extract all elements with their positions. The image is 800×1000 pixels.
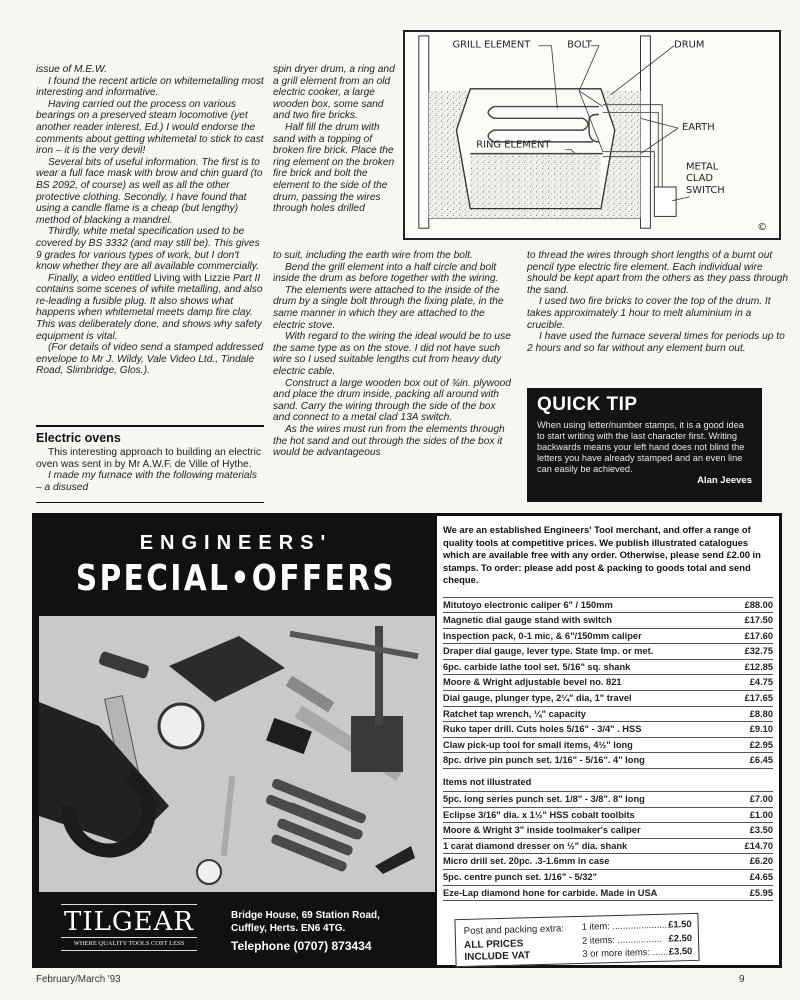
advert-left-panel [35,516,437,965]
article-paragraph: to thread the wires through short lengths of a burnt out pencil type electric fire element. Each individual wire should be kept apart from the others as they pass through the sand. [527,250,789,296]
price-row [443,822,773,838]
item-price: £4.65 [749,872,773,882]
article-paragraph: I used two fire bricks to cover the top of the drum. It takes approximately 1 hour to melt aluminium in a crucible. [527,296,771,331]
diagram-label-bolt: BOLT [567,39,592,51]
item-name: Magnetic dial gauge stand with switch [443,615,612,626]
item-price: £4.75 [749,677,773,688]
diagram-label-earth: EARTH [682,122,715,134]
article-paragraph: As the wires must run from the elements through the hot sand and out through the sides of the box it would be advantageous [273,423,505,459]
price-row [443,838,773,854]
vat-line-2: INCLUDE VAT [464,949,531,963]
rate-label: 3 or more items: ...... [582,945,669,959]
vat-line-1: ALL PRICES [463,938,524,951]
price-list-illustrated [443,597,773,770]
item-name: Eze-Lap diamond hone for carbide. Made in USA [443,887,658,898]
quick-tip-title: QUICK TIP [537,394,638,415]
article-paragraph: Having carried out the process on various bearings on a preserved steam locomotive (yet another reader interest, Ed.) I would endorse the comments about getting whitemetal to stick to cast iron – it is the very devil! [36,98,264,157]
item-price: £88.00 [744,599,773,610]
diagram-label-ring-element: RING ELEMENT [476,139,551,151]
price-row [443,869,773,885]
section-divider [36,425,264,427]
item-price: £7.00 [749,794,773,805]
page-number: 9 [739,974,745,985]
rate-label: 2 items: ................. [581,932,662,946]
postage-rate [582,944,692,960]
company-telephone: Telephone (0707) 873434 [231,939,372,953]
advert-headline-engineers: ENGINEERS' [139,532,333,554]
article-paragraph: Thirdly, white metal specification used to be covered by BS 3332 (and may still be). This gives 9 grades for various types of work, but I don't know whether they are all available commercially. [36,226,260,273]
article-paragraph: Half fill the drum with sand with a topping of broken fire brick. Place the ring element on the broken fire brick and bolt the element to the side of the drum, passing the wires through holes drilled [273,121,395,215]
article-paragraph: Construct a large wooden box out of ¾in. plywood and place the drum inside, packing all around with sand. Carry the wiring through the side of the box and connect to a metal clad 13A switch. [273,377,511,424]
item-price: £32.75 [744,646,773,657]
item-price: £14.70 [744,840,773,851]
item-price: £2.95 [749,739,773,750]
item-price: £6.20 [749,856,773,867]
item-price: £9.10 [749,724,773,735]
price-row [443,721,773,737]
item-name: Moore & Wright 3" inside toolmaker's caliper [443,825,641,836]
address-line-2: Cuffley, Herts. EN6 4TG. [231,923,346,934]
quick-tip-author: Alan Jeeves [697,475,752,486]
item-name: Micro drill set. 20pc. .3-1.6mm in case [443,856,610,867]
item-name: 8pc. drive pin punch set. 1/16" - 5/16". 4" long [443,755,645,766]
company-address [231,909,380,935]
article-paragraph: This interesting approach to building an electric oven was sent in by Mr A.W.F. de Ville of Hythe. [36,447,261,470]
price-row [443,674,773,690]
article-paragraph: to suit, including the earth wire from the bolt. [273,250,473,261]
section-heading-electric-ovens: Electric ovens [36,431,121,445]
price-row [443,612,773,628]
item-name: Eclipse 3/16" dia. x 1½" HSS cobalt toolbits [443,809,635,820]
postage-packing-box [454,913,699,967]
text-run: Finally, a video entitled [48,272,154,284]
item-name: Mitutoyo electronic caliper 6" / 150mm [443,599,613,610]
item-price: £1.00 [749,809,773,820]
price-row [443,690,773,706]
tilgear-advertisement [32,513,782,968]
furnace-diagram-drawing [405,32,779,238]
article-paragraph: (For details of video send a stamped addressed envelope to Mr J. Wildy, Vale Video Ltd., Tindale Road, Slimbridge, Glos.). [36,342,264,377]
item-name: Draper dial gauge, lever type. State Imp. or met. [443,646,654,657]
article-paragraph: I have used the furnace several times for periods up to 2 hours and so far without any element burn out. [527,331,785,354]
diagram-label-drum: DRUM [674,39,705,51]
item-price: £6.45 [749,755,773,766]
price-row [443,706,773,722]
article-column-3 [527,250,789,354]
quick-tip-box [527,388,762,502]
price-row [443,752,773,768]
article-paragraph: I made my furnace with the following materials – a disused [36,470,257,493]
rate-amount: £3.50 [668,944,693,957]
postage-label: Post and packing extra: [463,923,565,937]
diagram-label-metal: METAL [685,161,719,173]
issue-date: February/March '93 [36,974,121,985]
tilgear-slogan: WHERE QUALITY TOOLS COST LESS [73,940,185,947]
item-price: £17.50 [744,615,773,626]
text-run: Part II contains some scenes of white metalling, and also re-leading a fusible plug. It also shows what happens when whitemetal meets damp fire clay. This was deliberately done, and shows why safety equipment is vital. [36,272,263,342]
item-name: 1 carat diamond dresser on ½" dia. shank [443,840,628,851]
tilgear-logo-name: TILGEAR [64,907,194,937]
diagram-label-clad: CLAD [685,173,714,185]
logo-rule [61,950,197,951]
item-price: £17.65 [744,693,773,704]
tools-photo-illustration [39,616,435,892]
quick-tip-body: When using letter/number stamps, it is a good idea to start writing with the last character first. Writing backwards means your left hand does not blind the letters you have already stamped and an even line can easily be achieved. [537,420,745,474]
price-row [443,737,773,753]
price-row [443,659,773,675]
article-column-2-lower [273,250,515,459]
item-name: Inspection pack, 0-1 mic, & 6"/150mm caliper [443,630,642,641]
tools-photo [39,616,435,892]
rate-amount: £2.50 [668,931,693,944]
item-price: £12.85 [744,661,773,672]
price-row [443,597,773,613]
item-name: Ratchet tap wrench, ¼" capacity [443,708,586,719]
advert-headline-special-offers: SPECIAL•OFFERS [75,558,397,599]
article-paragraph: Several bits of useful information. The first is to wear a full face mask with brow and chin guard (to BS 2092, of course) as well as all the other protective clothing. Secondly, I have found that using a candle flame is a cheap (but lengthy) method of blacking a mandrel. [36,156,263,226]
article-column-1 [36,64,264,377]
address-line-1: Bridge House, 69 Station Road, [231,910,380,921]
copyright-icon: © [757,222,768,234]
diagram-label-grill-element: GRILL ELEMENT [452,39,531,51]
article-paragraph: With regard to the wiring the ideal would be to use the same type as on the stove. I did not have such wire so I used suitable lengths cut from heavy duty electric cable. [273,331,511,377]
article-paragraph: issue of M.E.W. [36,64,107,75]
logo-rule [61,904,197,905]
price-row [443,628,773,644]
vat-notice [464,938,530,963]
furnace-diagram [403,30,781,240]
price-row [443,643,773,659]
electric-ovens-intro [36,447,264,493]
price-list-not-illustrated [443,791,773,901]
price-row [443,807,773,823]
article-paragraph: spin dryer drum, a ring and a grill element from an old electric cooker, a large wooden box, some sand and two fire bricks. [273,64,395,122]
price-row [443,791,773,807]
item-name: 6pc. carbide lathe tool set. 5/16" sq. shank [443,661,631,672]
price-row [443,853,773,869]
item-name: Moore & Wright adjustable bevel no. 821 [443,677,622,688]
section-divider [36,502,264,503]
item-name: Dial gauge, plunger type, 2¼" dia, 1" travel [443,693,632,704]
item-price: £8.80 [749,708,773,719]
advert-price-panel [443,524,773,901]
video-title: Living with Lizzie [153,272,231,284]
item-price: £17.60 [744,630,773,641]
article-paragraph: The elements were attached to the inside of the drum by a single bolt through the fixing plate, in the same manner in which they are attached to the electric stove. [273,284,504,331]
advert-intro: We are an established Engineers' Tool merchant, and offer a range of quality tools at competitive prices. We publish illustrated catalogues which are available free with any order. Otherwise, please send £2.00 in stamps. To order: please add post & packing to goods total and send cheque. [443,524,761,585]
article-column-2 [273,64,395,215]
item-price: £3.50 [749,825,773,836]
diagram-label-switch: SWITCH [685,184,725,196]
rate-amount: £1.50 [668,917,692,930]
postage-rates [581,917,692,960]
item-name: Claw pick-up tool for small items, 4½" long [443,739,633,750]
article-paragraph [36,273,264,343]
item-name: 5pc. centre punch set. 1/16" - 5/32" [443,872,598,882]
tilgear-logo [61,904,201,952]
items-not-illustrated-heading: Items not illustrated [443,777,532,788]
rate-label: 1 item: ..................... [581,918,668,932]
article-paragraph: I found the recent article on whitemetalling most interesting and informative. [36,75,264,99]
article-paragraph: Bend the grill element into a half circle and bolt inside the drum as before together with the wiring. [273,261,499,285]
logo-rule [61,937,197,938]
item-price: £5.95 [749,887,773,898]
item-name: Ruko taper drill. Cuts holes 5/16" - 3/4" . HSS [443,724,642,735]
price-row [443,885,773,901]
item-name: 5pc. long series punch set. 1/8" - 3/8". 8" long [443,794,645,805]
